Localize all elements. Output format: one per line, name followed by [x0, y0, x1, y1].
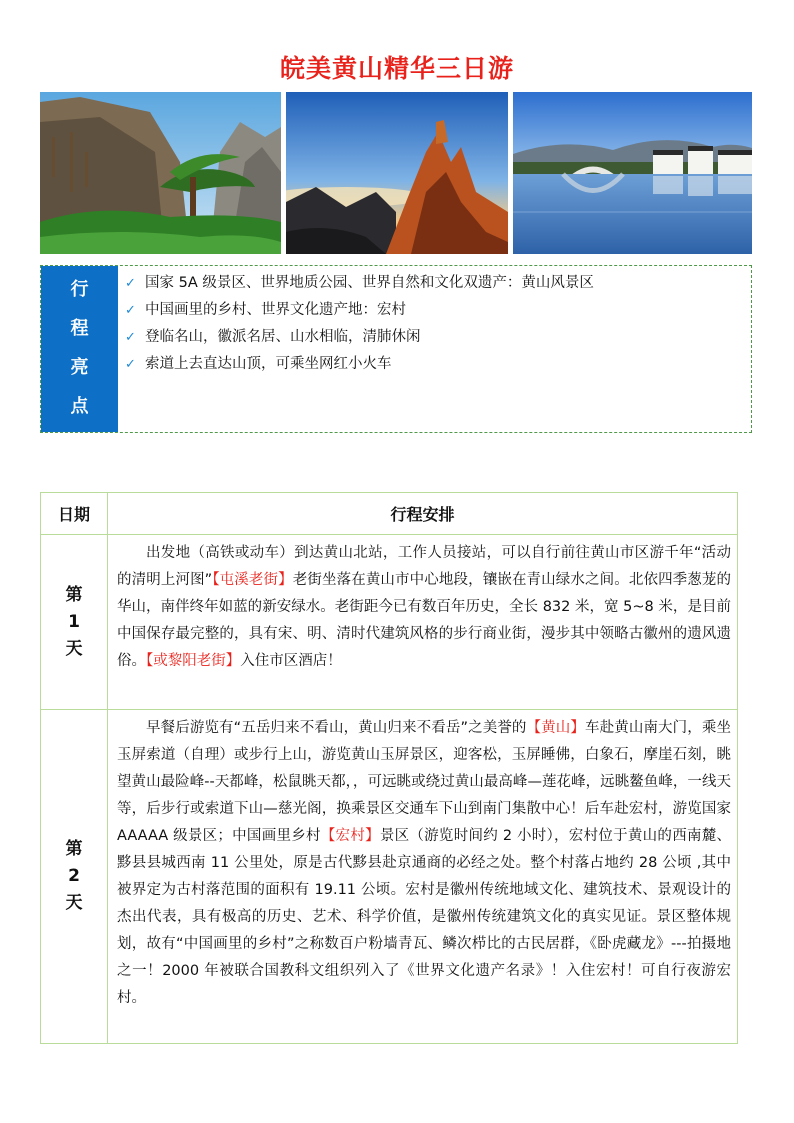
header-date: 日期 [41, 493, 108, 535]
page-title: 皖美黄山精华三日游 [279, 54, 514, 83]
day-label: 第 2 天 [41, 710, 108, 1044]
schedule-table [40, 492, 738, 1044]
highlights-label-char: 行 [70, 279, 89, 300]
highlights-label-char: 程 [70, 318, 89, 339]
highlight-item: ✓ 登临名山，徽派名居、山水相临，清肺休闲 [125, 324, 594, 351]
photo-hongcun-village [513, 92, 752, 254]
check-icon: ✓ [125, 357, 136, 372]
check-icon: ✓ [125, 276, 136, 291]
day-plan: 出发地（高铁或动车）到达黄山北站，工作人员接站，可以自行前往黄山市区游千年“活动的清明上河图”【屯溪老街】老街坐落在黄山市中心地段，镶嵌在青山绿水之间。北依四季葱茏的华山，南伴终年如蓝的新安绿水。老街距今已有数百年历史，全长 832 米，宽 5~8 米，是目前中国保存最完整的，具有宋、明、清时代建筑风格的步行商业街，漫步其中领略古徽州的遗风遗俗。【或黎阳老街】入住市区酒店！ [108, 535, 738, 710]
check-icon: ✓ [125, 303, 136, 318]
check-icon: ✓ [125, 330, 136, 345]
highlights-list [125, 270, 594, 378]
schedule-header-row [41, 493, 738, 535]
photo-huangshan-pine [40, 92, 281, 254]
highlights-label [41, 266, 118, 432]
header-plan: 行程安排 [108, 493, 738, 535]
highlight-item: ✓ 中国画里的乡村、世界文化遗产地：宏村 [125, 297, 594, 324]
highlights-label-char: 亮 [70, 357, 89, 378]
schedule-row-day2 [41, 710, 738, 1044]
schedule-row-day1 [41, 535, 738, 710]
day-label: 第 1 天 [41, 535, 108, 710]
highlights-label-char: 点 [70, 396, 89, 417]
highlight-item: ✓ 索道上去直达山顶，可乘坐网红小火车 [125, 351, 594, 378]
highlight-item: ✓ 国家 5A 级景区、世界地质公园、世界自然和文化双遗产：黄山风景区 [125, 270, 594, 297]
photo-huangshan-sunset [286, 92, 508, 254]
itinerary-highlights [40, 265, 752, 433]
day-plan: 早餐后游览有“五岳归来不看山，黄山归来不看岳”之美誉的【黄山】车赴黄山南大门，乘坐玉屏索道（自理）或步行上山，游览黄山玉屏景区，迎客松，玉屏睡佛，白象石，摩崖石刻，眺望黄山最险峰--天都峰，松鼠眺天都，，可远眺或绕过黄山最高峰—莲花峰，远眺鳌鱼峰，一线天等，后步行或索道下山—慈光阁，换乘景区交通车下山到南门集散中心！后车赴宏村，游览国家 AAAAA 级景区；中国画里乡村【宏村】景区（游览时间约 2 小时），宏村位于黄山的西南麓、黟县县城西南 11 公里处，原是古代黟县赴京通商的必经之处。整个村落占地约 28 公顷 ,其中被界定为古村落范围的面积有 19.11 公顷。宏村是徽州传统地域文化、建筑技术、景观设计的杰出代表，具有极高的历史、艺术、科学价值，是徽州传统建筑文化的真实见证。景区整体规划，故有“中国画里的乡村”之称数百户粉墙青瓦、鳞次栉比的古民居群，《卧虎藏龙》---拍摄地之一！2000 年被联合国教科文组织列入了《世界文化遗产名录》！入住宏村！可自行夜游宏村。 [108, 710, 738, 1044]
